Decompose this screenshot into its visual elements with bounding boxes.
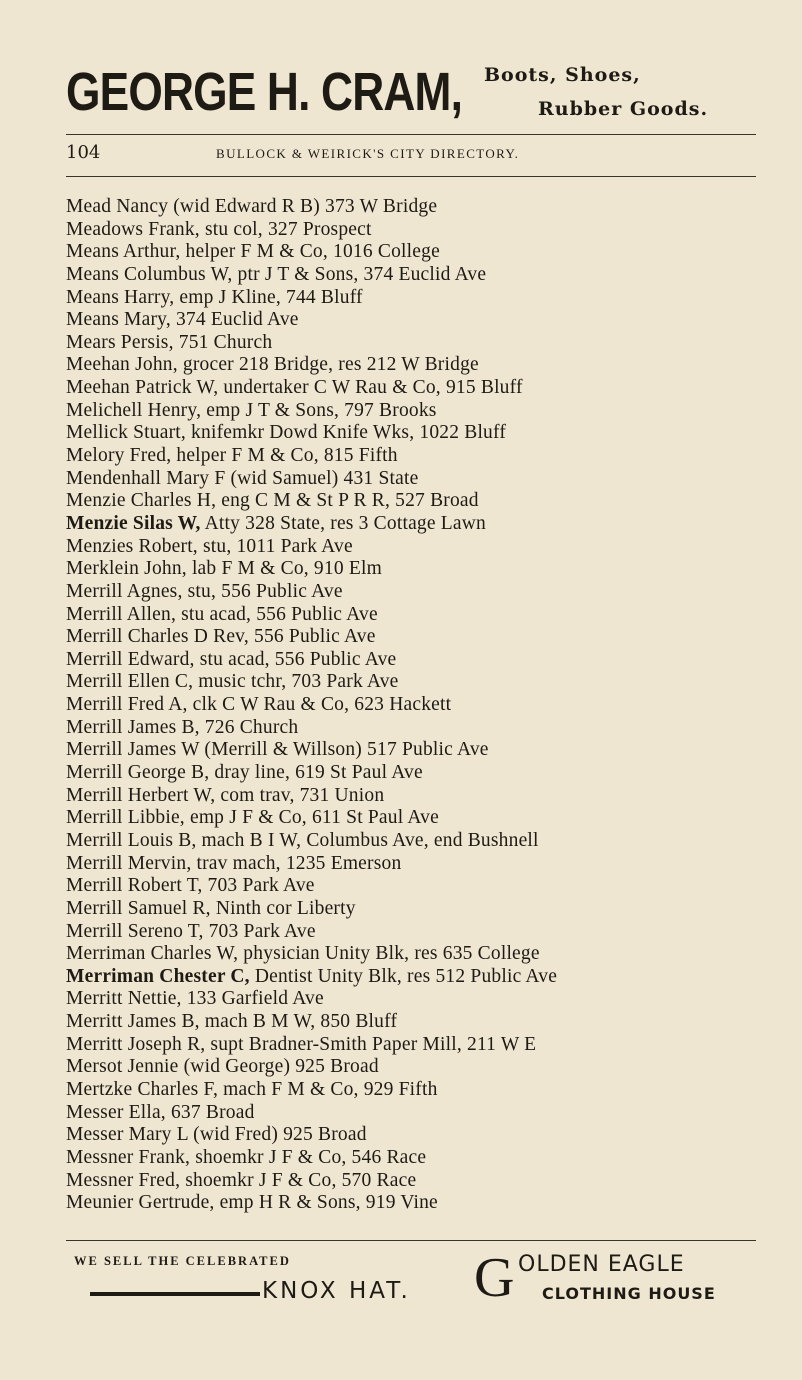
directory-entry xyxy=(66,1147,766,1170)
directory-entry xyxy=(66,354,766,377)
running-title: BULLOCK & WEIRICK'S CITY DIRECTORY. xyxy=(216,146,520,161)
directory-entry xyxy=(66,604,766,627)
entry-text: Merrill Herbert W, com trav, 731 Union xyxy=(66,784,385,806)
directory-entry xyxy=(66,1011,766,1034)
bottom-divider xyxy=(66,1240,756,1241)
entry-text: Messner Frank, shoemkr J F & Co, 546 Race xyxy=(66,1146,427,1168)
directory-entry xyxy=(66,1124,766,1147)
entry-text: Merrill George B, dray line, 619 St Paul Ave xyxy=(66,762,423,784)
directory-entry xyxy=(66,241,766,264)
entry-text: Mendenhall Mary F (wid Samuel) 431 State xyxy=(66,467,419,489)
top-divider xyxy=(66,134,756,135)
entry-text: Messer Ella, 637 Broad xyxy=(66,1101,255,1123)
directory-entry xyxy=(66,1102,766,1125)
directory-entry xyxy=(66,1056,766,1079)
entry-text: Merrill Louis B, mach B I W, Columbus Ave, end Bushnell xyxy=(66,829,539,851)
directory-entry xyxy=(66,853,766,876)
directory-entry xyxy=(66,921,766,944)
directory-entries xyxy=(66,196,766,1215)
entry-bold-name: Merriman Chester C, xyxy=(66,965,250,987)
entry-text: Merrill Libbie, emp J F & Co, 611 St Paul Ave xyxy=(66,807,439,829)
directory-entry xyxy=(66,762,766,785)
entry-text: Merrill Edward, stu acad, 556 Public Ave xyxy=(66,648,397,670)
advertised-goods-line1: Boots, Shoes, xyxy=(484,64,641,86)
directory-entry xyxy=(66,196,766,219)
entry-text: Merriman Charles W, physician Unity Blk, res 635 College xyxy=(66,943,540,965)
entry-text: Meehan Patrick W, undertaker C W Rau & Co, 915 Bluff xyxy=(66,377,523,399)
entry-text: Messer Mary L (wid Fred) 925 Broad xyxy=(66,1124,367,1146)
directory-entry xyxy=(66,400,766,423)
entry-text: Merrill Allen, stu acad, 556 Public Ave xyxy=(66,603,378,625)
entry-text: Merrill Charles D Rev, 556 Public Ave xyxy=(66,626,376,648)
bottom-advertisement xyxy=(66,1248,766,1318)
entry-text: Merrill Mervin, trav mach, 1235 Emerson xyxy=(66,852,402,874)
directory-entry xyxy=(66,988,766,1011)
directory-entry xyxy=(66,717,766,740)
directory-entry xyxy=(66,513,766,536)
directory-entry xyxy=(66,332,766,355)
directory-entry xyxy=(66,1034,766,1057)
golden-eagle-name: OLDEN EAGLE xyxy=(518,1252,685,1277)
entry-text: Melory Fred, helper F M & Co, 815 Fifth xyxy=(66,445,398,467)
directory-entry xyxy=(66,966,766,989)
header-divider xyxy=(66,176,756,177)
entry-text: Merritt Joseph R, supt Bradner-Smith Paper Mill, 211 W E xyxy=(66,1033,537,1055)
entry-text: Means Harry, emp J Kline, 744 Bluff xyxy=(66,286,363,308)
directory-entry xyxy=(66,468,766,491)
we-sell-text: WE SELL THE CELEBRATED xyxy=(74,1254,291,1268)
entry-text: Means Mary, 374 Euclid Ave xyxy=(66,309,299,331)
entry-text: Merrill Ellen C, music tchr, 703 Park Ave xyxy=(66,671,399,693)
directory-entry xyxy=(66,739,766,762)
directory-entry xyxy=(66,1079,766,1102)
advertised-goods-line2: Rubber Goods. xyxy=(538,98,709,120)
directory-entry xyxy=(66,287,766,310)
entry-text: Meadows Frank, stu col, 327 Prospect xyxy=(66,218,372,240)
directory-entry xyxy=(66,490,766,513)
entry-text: Meehan John, grocer 218 Bridge, res 212 W Bridge xyxy=(66,354,479,376)
page-number: 104 xyxy=(66,142,101,163)
directory-entry xyxy=(66,581,766,604)
entry-text: Merritt James B, mach B M W, 850 Bluff xyxy=(66,1011,398,1033)
entry-text: Means Columbus W, ptr J T & Sons, 374 Euclid Ave xyxy=(66,263,487,285)
entry-text: Merrill Samuel R, Ninth cor Liberty xyxy=(66,897,356,919)
page-header xyxy=(66,142,756,168)
directory-entry xyxy=(66,377,766,400)
directory-entry xyxy=(66,264,766,287)
entry-bold-name: Menzie Silas W, xyxy=(66,512,201,534)
directory-entry xyxy=(66,875,766,898)
directory-entry xyxy=(66,807,766,830)
golden-eagle-initial: G xyxy=(474,1247,515,1309)
directory-entry xyxy=(66,649,766,672)
knox-hat-text: KNOX HAT. xyxy=(262,1278,411,1304)
entry-text: Merrill James W (Merrill & Willson) 517 Public Ave xyxy=(66,739,489,761)
entry-text: Merrill Robert T, 703 Park Ave xyxy=(66,875,315,897)
directory-entry xyxy=(66,445,766,468)
directory-entry xyxy=(66,1192,766,1215)
entry-text: Menzie Charles H, eng C M & St P R R, 527 Broad xyxy=(66,490,479,512)
entry-text: Merklein John, lab F M & Co, 910 Elm xyxy=(66,558,382,580)
directory-entry xyxy=(66,422,766,445)
entry-text: Messner Fred, shoemkr J F & Co, 570 Race xyxy=(66,1169,417,1191)
directory-entry xyxy=(66,558,766,581)
entry-text: Means Arthur, helper F M & Co, 1016 College xyxy=(66,241,440,263)
directory-entry xyxy=(66,626,766,649)
directory-entry xyxy=(66,536,766,559)
entry-text: Merrill James B, 726 Church xyxy=(66,716,299,738)
entry-text: Merrill Fred A, clk C W Rau & Co, 623 Hackett xyxy=(66,694,452,716)
directory-entry xyxy=(66,219,766,242)
top-advertisement xyxy=(66,58,766,128)
directory-entry xyxy=(66,671,766,694)
advertiser-name: GEORGE H. CRAM, xyxy=(66,62,463,122)
entry-text: Menzies Robert, stu, 1011 Park Ave xyxy=(66,535,353,557)
directory-entry xyxy=(66,309,766,332)
entry-text: Mertzke Charles F, mach F M & Co, 929 Fifth xyxy=(66,1078,438,1100)
decorative-swash xyxy=(90,1292,260,1296)
directory-entry xyxy=(66,694,766,717)
entry-text: Meunier Gertrude, emp H R & Sons, 919 Vine xyxy=(66,1192,438,1214)
entry-text: Melichell Henry, emp J T & Sons, 797 Brooks xyxy=(66,399,437,421)
entry-text: Mersot Jennie (wid George) 925 Broad xyxy=(66,1056,379,1078)
clothing-house-text: CLOTHING HOUSE xyxy=(542,1284,716,1303)
directory-entry xyxy=(66,785,766,808)
entry-text: Dentist Unity Blk, res 512 Public Ave xyxy=(249,965,558,987)
entry-text: Mears Persis, 751 Church xyxy=(66,331,273,353)
entry-text: Atty 328 State, res 3 Cottage Lawn xyxy=(200,512,487,534)
directory-entry xyxy=(66,830,766,853)
directory-entry xyxy=(66,1170,766,1193)
entry-text: Merrill Sereno T, 703 Park Ave xyxy=(66,920,316,942)
directory-entry xyxy=(66,898,766,921)
entry-text: Merrill Agnes, stu, 556 Public Ave xyxy=(66,580,343,602)
entry-text: Mead Nancy (wid Edward R B) 373 W Bridge xyxy=(66,196,438,217)
entry-text: Mellick Stuart, knifemkr Dowd Knife Wks, 1022 Bluff xyxy=(66,422,507,444)
directory-entry xyxy=(66,943,766,966)
entry-text: Merritt Nettie, 133 Garfield Ave xyxy=(66,988,324,1010)
